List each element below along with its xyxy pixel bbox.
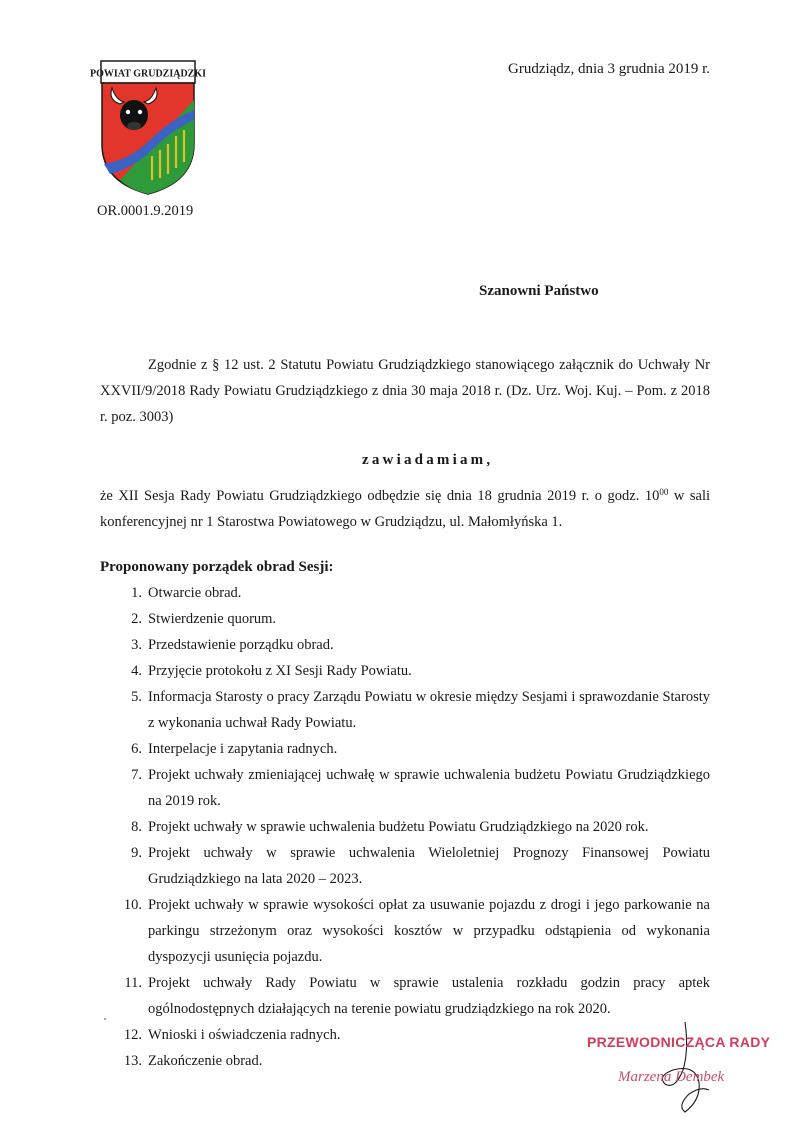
session-text-end: w sali konferencyjnej nr 1 Starostwa Powiatowego w Grudziądzu, ul. Małomłyńska 1. [100,488,710,530]
agenda-item [100,658,710,684]
intro-paragraph: Zgodnie z § 12 ust. 2 Statutu Powiatu Grudziądzkiego stanowiącego załącznik do Uchwały Nr XXVII/9/2018 Rady Powiatu Grudziądzkiego z dnia 30 maja 2018 r. (Dz. Urz. Woj. Kuj. – Pom. z 2018 r. poz. 3003) [100,357,710,425]
reference-number: OR.0001.9.2019 [97,203,194,219]
agenda-item-number: 5. [131,689,142,705]
agenda-item [100,892,710,970]
agenda-item-text: Przyjęcie protokołu z XI Sesji Rady Powiatu. [148,663,412,679]
chairwoman-stamp: PRZEWODNICZĄCA RADY [587,1034,771,1050]
agenda-item-number: 3. [131,637,142,653]
agenda-item [100,632,710,658]
session-paragraph [100,483,710,535]
agenda-item-text: Stwierdzenie quorum. [148,611,277,627]
agenda-item-number: 2. [131,611,142,627]
agenda-item-text: Zakończenie obrad. [148,1053,263,1069]
crest-label: POWIAT GRUDZIĄDZKI [89,68,207,80]
agenda-item-text: Interpelacje i zapytania radnych. [148,741,338,757]
agenda-item [100,762,710,814]
agenda-item-text: Projekt uchwały Rady Powiatu w sprawie ustalenia rozkładu godzin pracy aptek ogólnodostępnych działających na terenie powiatu grudziądzkiego na rok 2020. [148,975,710,1017]
salutation: Szanowni Państwo [479,283,599,299]
agenda-item [100,580,710,606]
agenda-item-number: 13. [123,1053,142,1069]
agenda-item-number: 12. [123,1027,142,1043]
stamp-name: Marzena Dembek [618,1069,725,1085]
agenda-item [100,840,710,892]
agenda-item-number: 4. [131,663,142,679]
agenda-title: Proponowany porządek obrad Sesji: [100,559,334,575]
agenda-item-text: Przedstawienie porządku obrad. [148,637,334,653]
agenda-item-number: 11. [124,975,142,991]
session-text-start: że XII Sesja Rady Powiatu Grudziądzkiego odbędzie się dnia 18 grudnia 2019 r. o godz. 10 [100,488,660,504]
agenda-item [100,736,710,762]
notify-heading: zawiadamiam, [362,452,494,468]
agenda-item-number: 1. [131,585,142,601]
agenda-item-number: 10. [123,897,142,913]
agenda-item-text: Informacja Starosty o pracy Zarządu Powiatu w okresie między Sesjami i sprawozdanie Starosty z wykonania uchwał Rady Powiatu. [148,689,710,731]
agenda-item-text: Wnioski i oświadczenia radnych. [148,1027,341,1043]
agenda-item-text: Projekt uchwały w sprawie uchwalenia budżetu Powiatu Grudziądzkiego na 2020 rok. [148,819,649,835]
letter-date: Grudziądz, dnia 3 grudnia 2019 r. [508,61,711,77]
agenda-item-text: Projekt uchwały w sprawie uchwalenia Wieloletniej Prognozy Finansowej Powiatu Grudziądzkiego na lata 2020 – 2023. [148,845,710,887]
agenda-item-number: 6. [131,741,142,757]
agenda-item [100,684,710,736]
agenda-item-number: 8. [131,819,142,835]
agenda-list [100,580,710,1074]
agenda-item-number: 7. [131,767,142,783]
scan-speck [104,1018,106,1020]
agenda-item-number: 9. [131,845,142,861]
powiat-crest-icon [89,60,207,196]
session-hour-minutes: 00 [659,487,669,497]
agenda-item [100,970,710,1022]
agenda-item [100,606,710,632]
agenda-item [100,814,710,840]
agenda-item-text: Otwarcie obrad. [148,585,242,601]
agenda-item-text: Projekt uchwały w sprawie wysokości opłat za usuwanie pojazdu z drogi i jego parkowanie na parkingu strzeżonym oraz wysokości kosztów w przypadku odstąpienia od wykonania dyspozycji usunięcia pojazdu. [148,897,710,965]
agenda-item-text: Projekt uchwały zmieniającej uchwałę w sprawie uchwalenia budżetu Powiatu Grudziądzkiego na 2019 rok. [148,767,710,809]
